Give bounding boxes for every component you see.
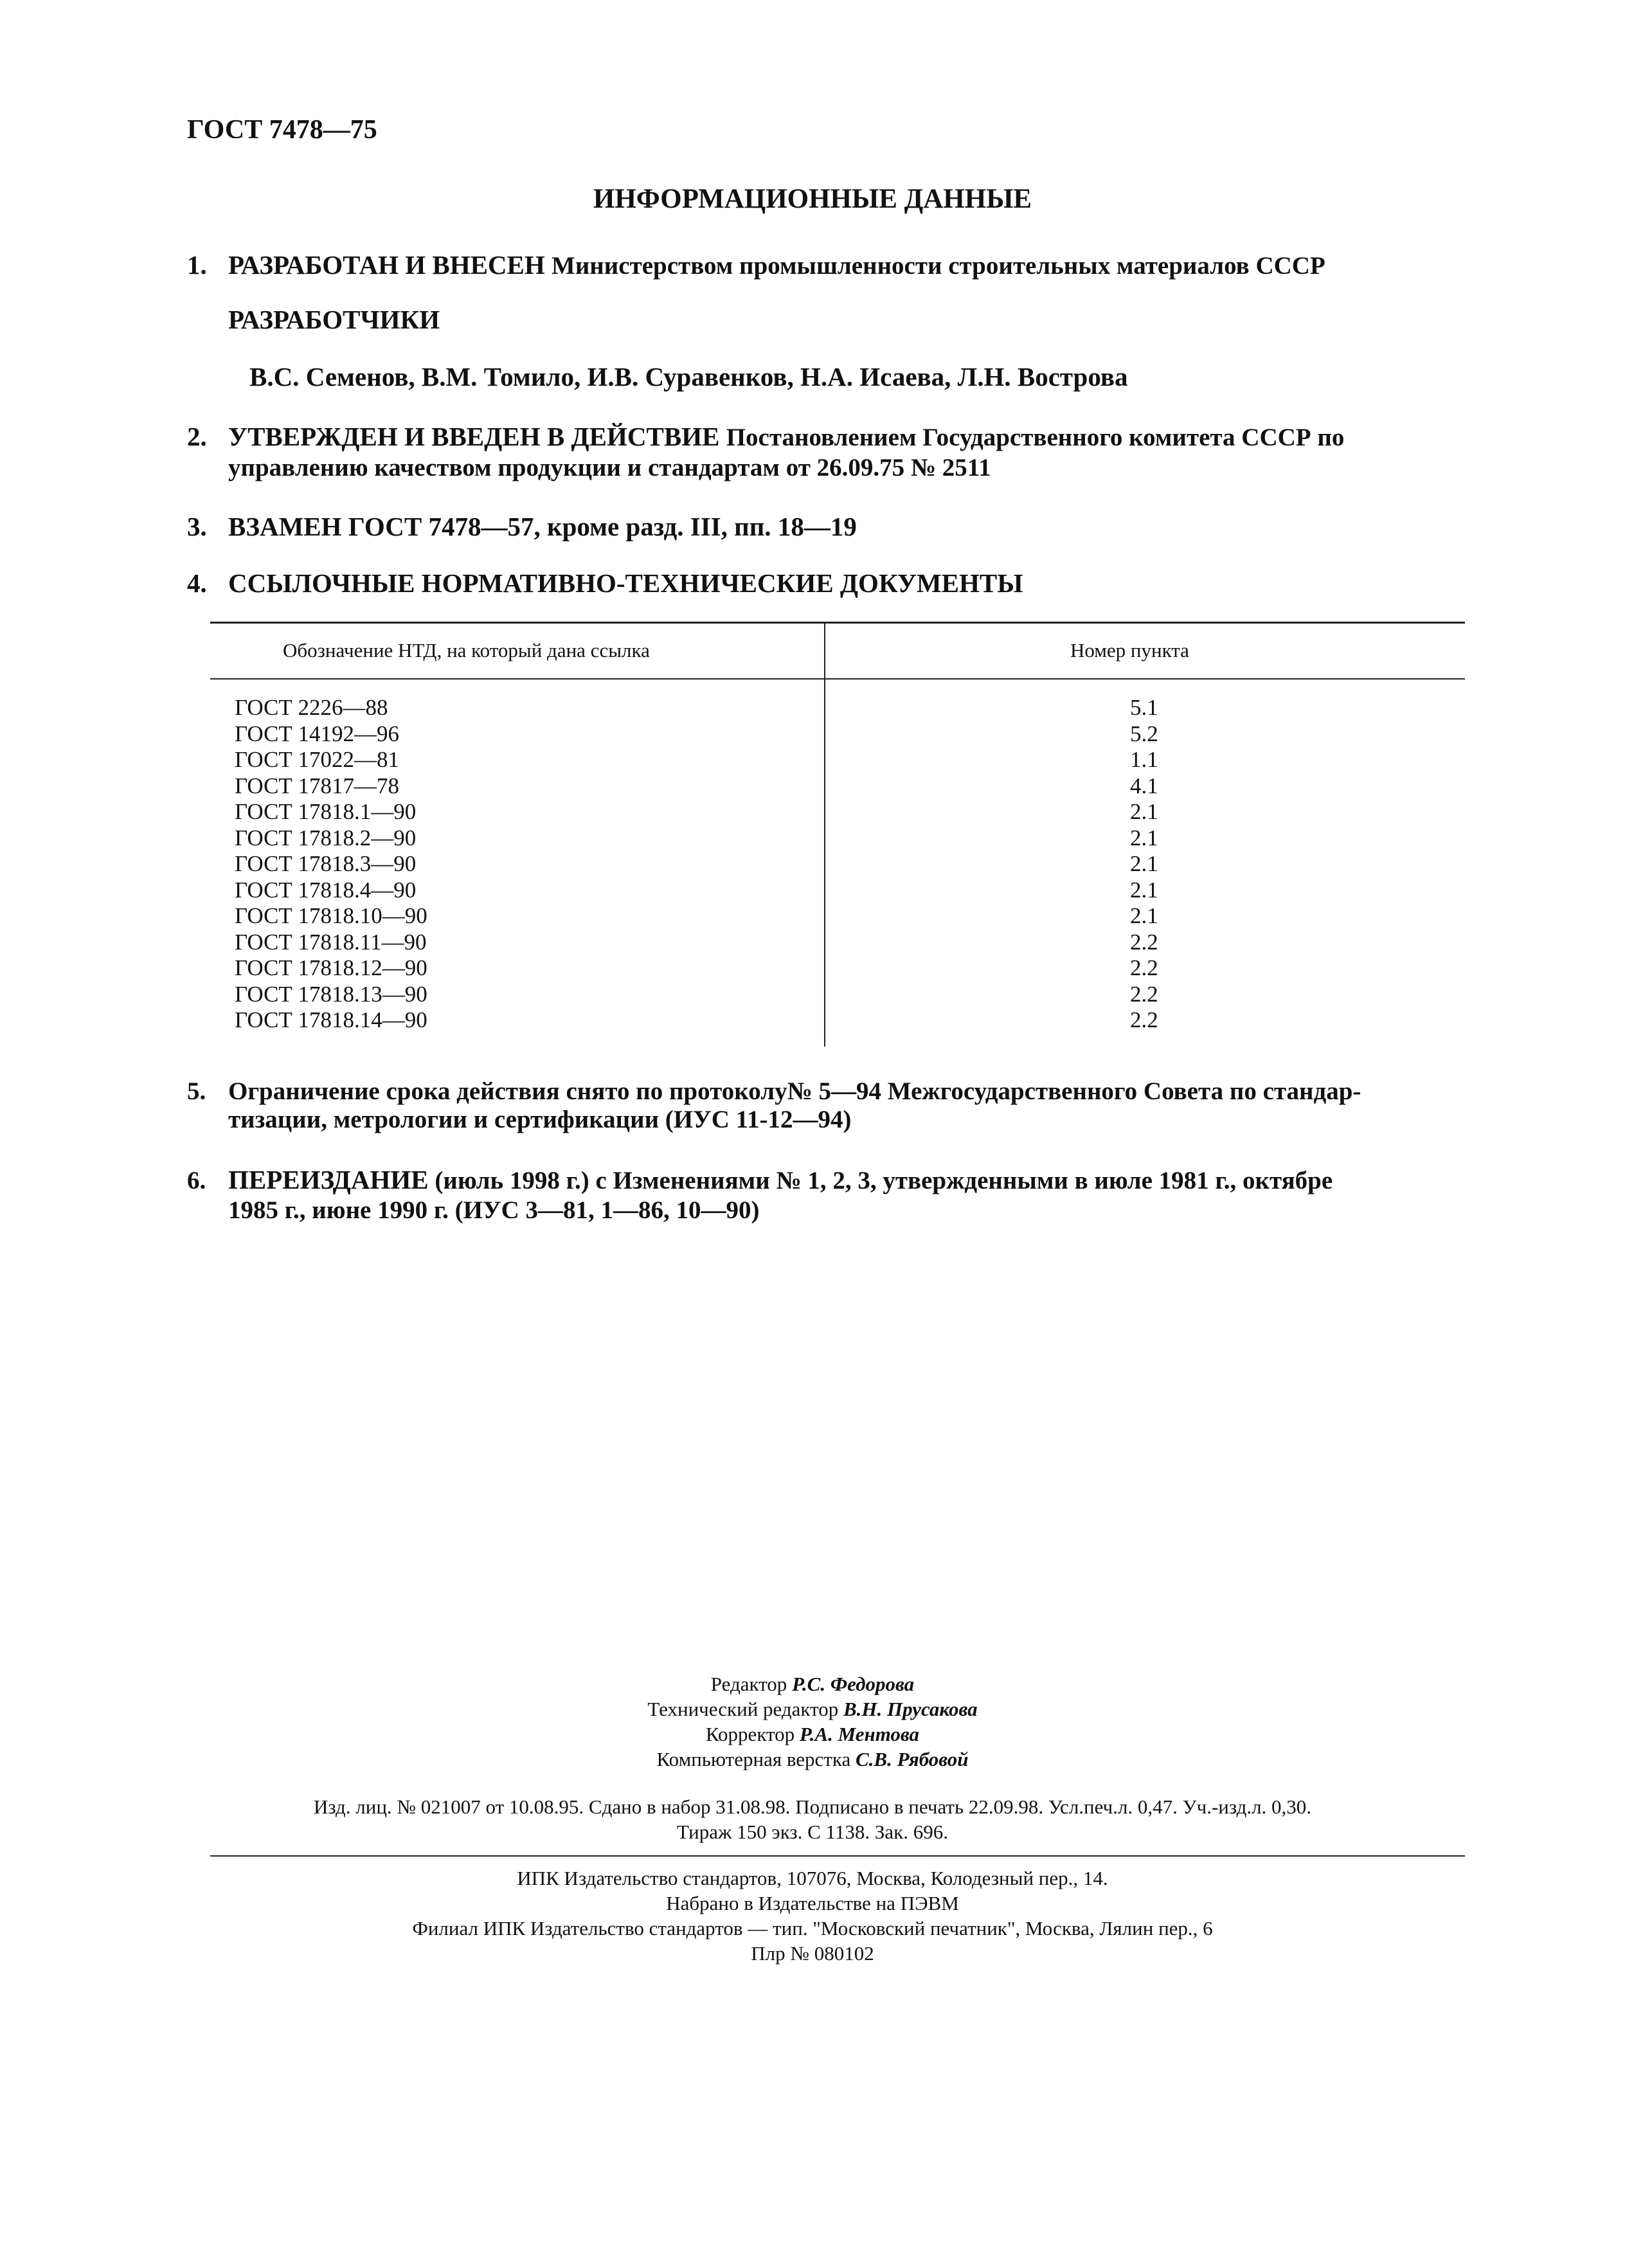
item-1: [187, 248, 1466, 284]
table-row-clause: 2.1: [1130, 799, 1158, 824]
table-row-doc: ГОСТ 17818.12—90: [235, 955, 427, 980]
item-6-text-continued: 1985 г., июне 1990 г. (ИУС 3—81, 1—86, 10—90): [228, 1196, 760, 1224]
item-1-text: Министерством промышленности строительных материалов СССР: [552, 252, 1325, 280]
tech-editor-role: Технический редактор: [647, 1698, 839, 1720]
item-6: [187, 1165, 1466, 1225]
item-5-text-continued: тизации, метрологии и сертификации (ИУС 11-12—94): [228, 1106, 852, 1133]
table-row-clause: 2.2: [1130, 955, 1158, 980]
layout-role: Компьютерная верстка: [656, 1748, 851, 1770]
item-6-text: (июль 1998 г.) с Изменениями № 1, 2, 3, утвержденными в июле 1981 г., октябре: [435, 1167, 1333, 1194]
document-column: [235, 695, 427, 1034]
developers-title: РАЗРАБОТЧИКИ: [228, 305, 440, 334]
table-row-doc: ГОСТ 14192—96: [235, 721, 400, 746]
publisher-info: [0, 1866, 1625, 1966]
credits: [0, 1671, 1625, 1772]
item-4-number: 4.: [187, 568, 207, 598]
table-row-clause: 2.1: [1130, 877, 1158, 903]
item-3: [187, 509, 1466, 544]
item-4-text: ССЫЛОЧНЫЕ НОРМАТИВНО-ТЕХНИЧЕСКИЕ ДОКУМЕНТЫ: [228, 568, 1023, 598]
table-row-doc: ГОСТ 17022—81: [235, 747, 400, 772]
item-5-text: Ограничение срока действия снято по протоколу№ 5—94 Межгосударственного Совета по стандар-: [228, 1077, 1361, 1105]
table-row-clause: 2.1: [1130, 851, 1158, 876]
table-row-clause: 2.2: [1130, 929, 1158, 955]
column-header-document: Обозначение НТД, на который дана ссылка: [283, 639, 650, 662]
table-row-doc: ГОСТ 2226—88: [235, 695, 388, 720]
table-row-doc: ГОСТ 17818.13—90: [235, 981, 427, 1007]
publisher-line-1: ИПК Издательство стандартов, 107076, Москва, Колодезный пер., 14.: [517, 1867, 1108, 1889]
editor-role: Редактор: [710, 1673, 787, 1695]
developers-list: В.С. Семенов, В.М. Томило, И.В. Суравенков, Н.А. Исаева, Л.Н. Вострова: [249, 362, 1128, 392]
table-row-clause: 4.1: [1130, 773, 1158, 798]
table-row-doc: ГОСТ 17818.3—90: [235, 851, 417, 876]
item-2-text-continued: управлению качеством продукции и стандартам от 26.09.75 № 2511: [228, 454, 991, 482]
table-row-doc: ГОСТ 17818.4—90: [235, 877, 417, 903]
table-row-doc: ГОСТ 17818.10—90: [235, 903, 427, 928]
layout-name: С.В. Рябовой: [855, 1748, 969, 1770]
imprint-line-1: Изд. лиц. № 021007 от 10.08.95. Сдано в набор 31.08.98. Подписано в печать 22.09.98. Усл.печ.л. 0,47. Уч.-изд.л. 0,30.: [313, 1796, 1312, 1818]
item-2-number: 2.: [187, 422, 207, 451]
table-row-doc: ГОСТ 17818.2—90: [235, 825, 417, 851]
column-header-clause: Номер пункта: [1070, 639, 1189, 662]
table-row-doc: ГОСТ 17818.14—90: [235, 1007, 427, 1032]
table-row-doc: ГОСТ 17818.11—90: [235, 929, 427, 955]
item-5: [187, 1077, 1466, 1134]
table-row-doc: ГОСТ 17818.1—90: [235, 799, 417, 824]
table-row-clause: 1.1: [1130, 747, 1158, 772]
corrector-name: Р.А. Ментова: [799, 1723, 920, 1745]
item-6-number: 6.: [187, 1167, 206, 1194]
tech-editor-name: В.Н. Прусакова: [843, 1698, 978, 1720]
item-5-number: 5.: [187, 1077, 206, 1105]
clause-column: [1130, 695, 1158, 1034]
imprint-divider: [210, 1855, 1465, 1857]
document-id: ГОСТ 7478—75: [187, 115, 377, 145]
table-header-rule: [210, 678, 1465, 680]
item-3-number: 3.: [187, 512, 207, 541]
table-row-clause: 2.1: [1130, 903, 1158, 928]
imprint: [0, 1794, 1625, 1844]
table-row-doc: ГОСТ 17817—78: [235, 773, 400, 798]
table-column-divider: [824, 622, 825, 1047]
item-1-number: 1.: [187, 250, 207, 280]
table-row-clause: 5.2: [1130, 721, 1158, 746]
editor-name: Р.С. Федорова: [792, 1673, 915, 1695]
item-6-lead: ПЕРЕИЗДАНИЕ: [228, 1165, 429, 1194]
publisher-line-4: Плр № 080102: [751, 1942, 874, 1965]
publisher-line-3: Филиал ИПК Издательство стандартов — тип. "Московский печатник", Москва, Лялин пер., 6: [412, 1917, 1213, 1940]
page-title: ИНФОРМАЦИОННЫЕ ДАННЫЕ: [593, 184, 1032, 214]
publisher-line-2: Набрано в Издательстве на ПЭВМ: [666, 1892, 959, 1914]
item-2-text: Постановлением Государственного комитета СССР по: [726, 424, 1345, 451]
table-row-clause: 2.2: [1130, 1007, 1158, 1032]
table-top-rule: [210, 622, 1465, 624]
item-2: [187, 419, 1466, 481]
corrector-role: Корректор: [705, 1723, 795, 1745]
item-3-text: ВЗАМЕН ГОСТ 7478—57, кроме разд. III, пп. 18—19: [228, 512, 857, 541]
table-row-clause: 5.1: [1130, 695, 1158, 720]
item-4: [187, 566, 1466, 600]
table-row-clause: 2.1: [1130, 825, 1158, 851]
item-2-lead: УТВЕРЖДЕН И ВВЕДЕН В ДЕЙСТВИЕ: [228, 422, 720, 451]
imprint-line-2: Тираж 150 экз. С 1138. Зак. 696.: [676, 1821, 948, 1843]
item-1-lead: РАЗРАБОТАН И ВНЕСЕН: [228, 250, 545, 280]
table-row-clause: 2.2: [1130, 981, 1158, 1007]
